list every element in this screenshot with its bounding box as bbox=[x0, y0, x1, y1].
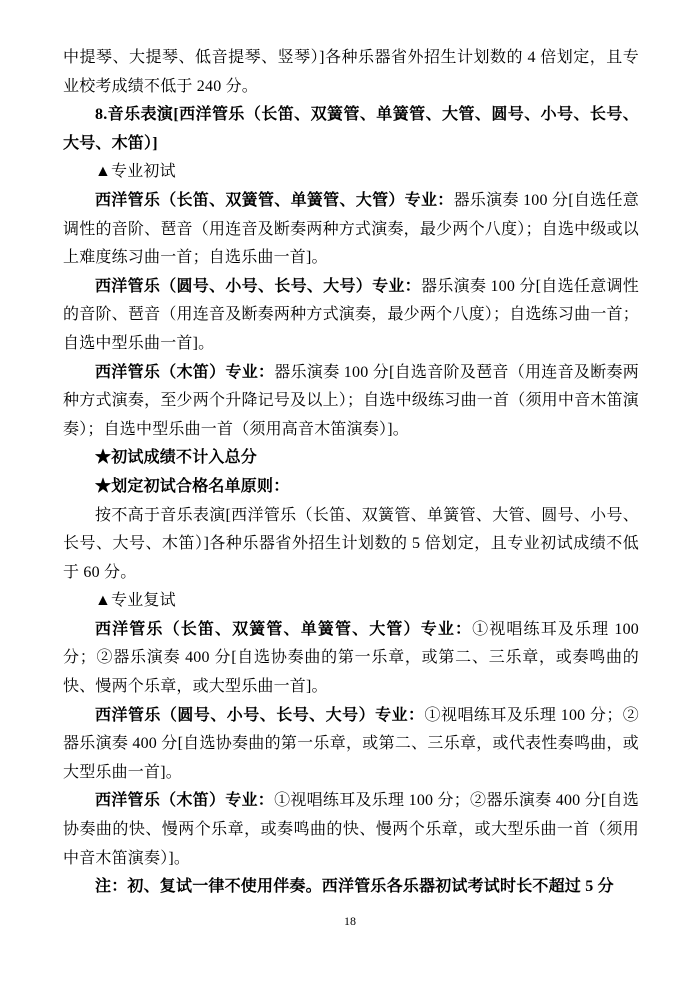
paragraph bbox=[63, 359, 639, 445]
paragraph-text: ▲专业初试 bbox=[95, 163, 176, 181]
paragraph bbox=[63, 473, 639, 502]
document-body bbox=[63, 44, 639, 902]
paragraph-text: 中提琴、大提琴、低音提琴、竖琴）]各种乐器省外招生计划数的 4 倍划定，且专业校考成绩不低于 240 分。 bbox=[63, 49, 639, 95]
paragraph-bold-text: 西洋管乐（木笛）专业： bbox=[95, 363, 275, 381]
paragraph-bold-text: 西洋管乐（木笛）专业： bbox=[95, 792, 275, 810]
paragraph-text: 器乐演奏 100 分[自选音阶及琶音（用连音及断奏两种方式演奏，至少两个升降记号及以上）；自选中级练习曲一首（须用中音木笛演奏）；自选中型乐曲一首（须用高音木笛演奏）]。 bbox=[63, 363, 640, 438]
paragraph bbox=[63, 44, 639, 101]
paragraph bbox=[63, 787, 639, 873]
paragraph bbox=[63, 702, 639, 788]
paragraph-text: ①视唱练耳及乐理 100 分；②器乐演奏 400 分[自选协奏曲的第一乐章，或第二、三乐章，或奏鸣曲的快、慢两个乐章，或大型乐曲一首]。 bbox=[63, 620, 639, 696]
paragraph bbox=[63, 273, 639, 359]
paragraph bbox=[63, 587, 639, 616]
paragraph-text: ▲专业复试 bbox=[95, 592, 176, 610]
paragraph-bold-text: 西洋管乐（长笛、双簧管、单簧管、大管）专业： bbox=[95, 620, 473, 638]
paragraph bbox=[63, 873, 639, 902]
paragraph-bold-text: 西洋管乐（圆号、小号、长号、大号）专业： bbox=[95, 277, 421, 295]
paragraph-bold-text: 8.音乐表演[西洋管乐（长笛、双簧管、单簧管、大管、圆号、小号、长号、大号、木笛）] bbox=[63, 106, 639, 152]
page-number: 18 bbox=[344, 914, 356, 928]
paragraph bbox=[63, 444, 639, 473]
paragraph-text: 器乐演奏 100 分[自选任意调性的音阶、琶音（用连音及断奏两种方式演奏，最少两个八度）；自选练习曲一首；自选中型乐曲一首]。 bbox=[63, 277, 639, 352]
paragraph-bold-text: 注：初、复试一律不使用伴奏。西洋管乐各乐器初试考试时长不超过 5 分 bbox=[95, 878, 614, 896]
paragraph bbox=[63, 101, 639, 158]
paragraph bbox=[63, 502, 639, 588]
paragraph-text: ①视唱练耳及乐理 100 分；②器乐演奏 400 分[自选协奏曲的快、慢两个乐章，或奏鸣曲的快、慢两个乐章，或大型乐曲一首（须用中音木笛演奏）]。 bbox=[63, 792, 639, 867]
paragraph-text: ①视唱练耳及乐理 100 分；②器乐演奏 400 分[自选协奏曲的第一乐章，或第二、三乐章，或代表性奏鸣曲，或大型乐曲一首]。 bbox=[63, 706, 639, 781]
paragraph-bold-text: ★初试成绩不计入总分 bbox=[95, 449, 258, 467]
paragraph bbox=[63, 187, 639, 273]
paragraph bbox=[63, 616, 639, 702]
paragraph bbox=[63, 158, 639, 187]
paragraph-bold-text: 西洋管乐（长笛、双簧管、单簧管、大管）专业： bbox=[95, 191, 454, 209]
paragraph-bold-text: ★划定初试合格名单原则： bbox=[95, 477, 290, 495]
paragraph-text: 按不高于音乐表演[西洋管乐（长笛、双簧管、单簧管、大管、圆号、小号、长号、大号、木笛）]各种乐器省外招生计划数的 5 倍划定，且专业初试成绩不低于 60 分。 bbox=[63, 506, 639, 581]
paragraph-text: 器乐演奏 100 分[自选任意调性的音阶、琶音（用连音及断奏两种方式演奏，最少两个八度）；自选中级或以上难度练习曲一首；自选乐曲一首]。 bbox=[63, 191, 639, 267]
paragraph-bold-text: 西洋管乐（圆号、小号、长号、大号）专业： bbox=[95, 706, 425, 724]
